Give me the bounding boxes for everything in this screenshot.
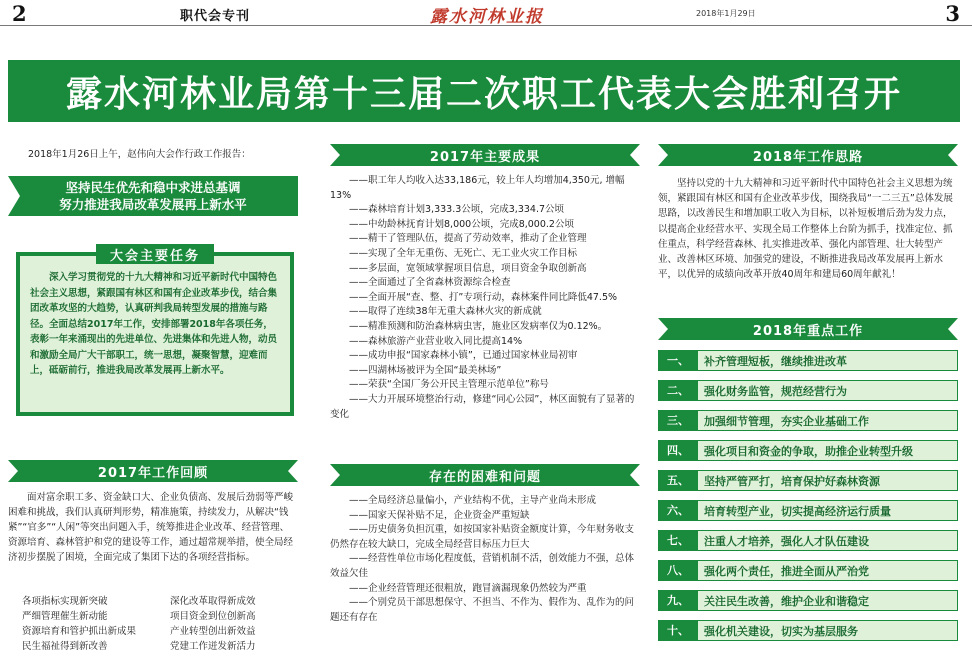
key-work-item	[658, 530, 958, 551]
page-number-left: 2	[12, 1, 27, 26]
review-title: 2017年工作回顾	[8, 460, 298, 482]
achievement-row	[22, 639, 292, 654]
key-work-number: 八、	[658, 560, 698, 581]
key-work-text: 培育转型产业，切实提高经济运行质量	[704, 504, 891, 518]
achievement-item: 党建工作迸发新活力	[170, 641, 256, 652]
achievement-item: 产业转型创出新效益	[170, 626, 256, 637]
report-intro: 2018年1月26日上午，赵伟向大会作行政工作报告：	[28, 149, 251, 160]
key-work-text: 补齐管理短板，继续推进改革	[704, 354, 847, 368]
ideas-title: 2018年工作思路	[658, 144, 958, 166]
result-item: ——精准预测和防治森林病虫害，施业区发病率仅为0.12%。	[349, 320, 608, 332]
review-text: 面对富余职工多、资金缺口大、企业负债高、发展后劲弱等严峻困难和挑战，我们认真研判形势，精准施策，持续发力，从解决“钱紧”“官多”“人闲”等突出问题入手，统筹推进企业改革、经营管理、资源培育、森林管护和党的建设等工作，通过超常规举措，使全局经济初步摆脱了困境，全面完成了集团下达的各项经营指标。	[8, 492, 294, 563]
result-item: ——成功申报“国家森林小镇”，已通过国家林业局初审	[349, 350, 578, 362]
key-work-item	[658, 410, 958, 431]
key-work-number: 一、	[658, 350, 698, 371]
headline: 露水河林业局第十三届二次职工代表大会胜利召开	[65, 73, 902, 115]
achievement-item: 资源培育和管护抓出新成果	[22, 626, 137, 637]
key-work-text: 关注民生改善，维护企业和谐稳定	[704, 594, 869, 608]
key-work-item	[658, 350, 958, 371]
slogan-box	[8, 176, 298, 216]
key-work-item	[658, 440, 958, 461]
problem-item: ——个别党员干部思想保守、不担当、不作为、假作为、乱作为的问题还有存在	[330, 597, 635, 623]
problem-item: ——国家天保补贴不足，企业资金严重短缺	[349, 509, 530, 521]
key-work-item	[658, 560, 958, 581]
achievement-row	[22, 624, 292, 639]
result-item: ——多层面，宽领域掌握项目信息，项目资金争取创新高	[349, 262, 587, 274]
key-work-text: 强化机关建设，切实为基层服务	[704, 624, 858, 638]
achievement-item: 民生福祉得到新改善	[22, 641, 108, 652]
achievement-row	[22, 594, 292, 609]
result-item: ——森林培育计划3,333.3公顷，完成3,334.7公顷	[349, 204, 565, 216]
key-work-number: 九、	[658, 590, 698, 611]
key-work-title: 2018年重点工作	[658, 318, 958, 340]
problems-list	[330, 494, 638, 625]
achievement-item: 项目资金到位创新高	[170, 611, 256, 622]
result-item: ——职工年人均收入达33,186元，较上年人均增加4,350元, 增幅13%	[330, 175, 625, 201]
key-work-text: 加强细节管理，夯实企业基础工作	[704, 414, 869, 428]
section-name: 职代会专刊	[180, 9, 251, 24]
result-item: ——实现了全年无重伤、无死亡、无工业火灾工作目标	[349, 247, 578, 259]
result-item: ——森林旅游产业营业收入同比提高14%	[349, 335, 523, 347]
achievement-item: 深化改革取得新成效	[170, 596, 256, 607]
achievements-table	[22, 594, 292, 654]
achievement-item: 严细管理催生新动能	[22, 611, 108, 622]
paper-logo: 露水河林业报	[430, 7, 544, 27]
key-work-number: 五、	[658, 470, 698, 491]
problem-item: ——企业经营管理还很粗放，跑冒滴漏现象仍然较为严重	[349, 582, 587, 594]
ideas-text: 坚持以党的十九大精神和习近平新时代中国特色社会主义思想为统领，紧跟国有林区和国有企业改革步伐，围绕我局“一二三五”总体发展思路，以改善民生和增加职工收入为目标，以补短板增后劲为发力点，以提高企业经营水平、实现全局工作整体上台阶为抓手，找准定位、抓住重点，科学经营森林、扎实推进改革、强化内部管理、壮大转型产业、改善林区环境、加强党的建设，不断推进我局改革发展再上新水平，以优异的成绩向改革开放40周年和建局60周年献礼！	[658, 178, 953, 281]
key-work-number: 四、	[658, 440, 698, 461]
results-title: 2017年主要成果	[330, 144, 640, 166]
result-item: ——大力开展环境整治行动，修建“同心公园”，林区面貌有了显著的变化	[330, 393, 635, 420]
masthead	[0, 0, 972, 26]
result-item: ——精干了管理队伍，提高了劳动效率，推动了企业管理	[349, 233, 587, 245]
key-work-number: 三、	[658, 410, 698, 431]
key-work-text: 坚持严管严打，培育保护好森林资源	[704, 474, 880, 488]
achievement-row	[22, 609, 292, 624]
result-item: ——四湖林场被评为全国“最美林场”	[349, 364, 502, 376]
issue-date: 2018年1月29日	[696, 9, 756, 18]
key-work-number: 七、	[658, 530, 698, 551]
key-work-item	[658, 500, 958, 521]
key-work-text: 强化两个责任，推进全面从严治党	[704, 564, 869, 578]
key-work-text: 强化财务监管，规范经营行为	[704, 384, 847, 398]
page-number-right: 3	[945, 1, 960, 26]
key-work-item	[658, 620, 958, 641]
result-item: ——荣获“全国厂务公开民主管理示范单位”称号	[349, 379, 549, 391]
key-work-item	[658, 470, 958, 491]
problem-item: ——全局经济总量偏小，产业结构不优，主导产业尚未形成	[349, 495, 597, 506]
slogan-line-2: 努力推进我局改革发展再上新水平	[59, 197, 247, 212]
slogan-line-1: 坚持民生优先和稳中求进总基调	[65, 180, 241, 195]
key-work-item	[658, 380, 958, 401]
key-work-item	[658, 590, 958, 611]
result-item: ——全面通过了全省森林资源综合检查	[349, 277, 511, 289]
result-item: ——取得了连续38年无重大森林火灾的新成就	[349, 306, 542, 318]
problems-title: 存在的困难和问题	[330, 464, 640, 486]
tasks-box	[16, 252, 294, 416]
results-list	[330, 174, 638, 422]
result-item: ——中幼龄林抚育计划8,000公顷，完成8,000.2公顷	[349, 218, 574, 230]
achievement-item: 各项指标实现新突破	[22, 596, 108, 607]
result-item: ——全面开展“查、整、打”专项行动，森林案件同比降低47.5%	[349, 291, 618, 303]
key-work-text: 强化项目和资金的争取，助推企业转型升级	[704, 444, 913, 458]
key-work-text: 注重人才培养，强化人才队伍建设	[704, 534, 869, 548]
tasks-title: 大会主要任务	[96, 244, 214, 264]
key-work-number: 二、	[658, 380, 698, 401]
headline-banner	[8, 60, 960, 122]
problem-item: ——历史债务负担沉重，如按国家补贴资金额度计算，今年财务收支仍然存在较大缺口，完成全局经营目标压力巨大	[330, 524, 635, 550]
key-work-number: 十、	[658, 620, 698, 641]
key-work-number: 六、	[658, 500, 698, 521]
problem-item: ——经营性单位市场化程度低，营销机制不活，创效能力不强，总体效益欠佳	[330, 553, 635, 579]
tasks-text: 深入学习贯彻党的十九大精神和习近平新时代中国特色社会主义思想，紧跟国有林区和国有企业改革步伐，结合集团改革攻坚的大趋势，认真研判我局转型发展的措施与路径。全面总结2017年工作，安排部署2018年各项任务，表彰一年来涌现出的先进单位、先进集体和先进人物，动员和激励全局广大干部职工，统一思想，凝聚智慧，迎难而上，砥砺前行，推进我局改革发展再上新水平。	[30, 272, 278, 376]
